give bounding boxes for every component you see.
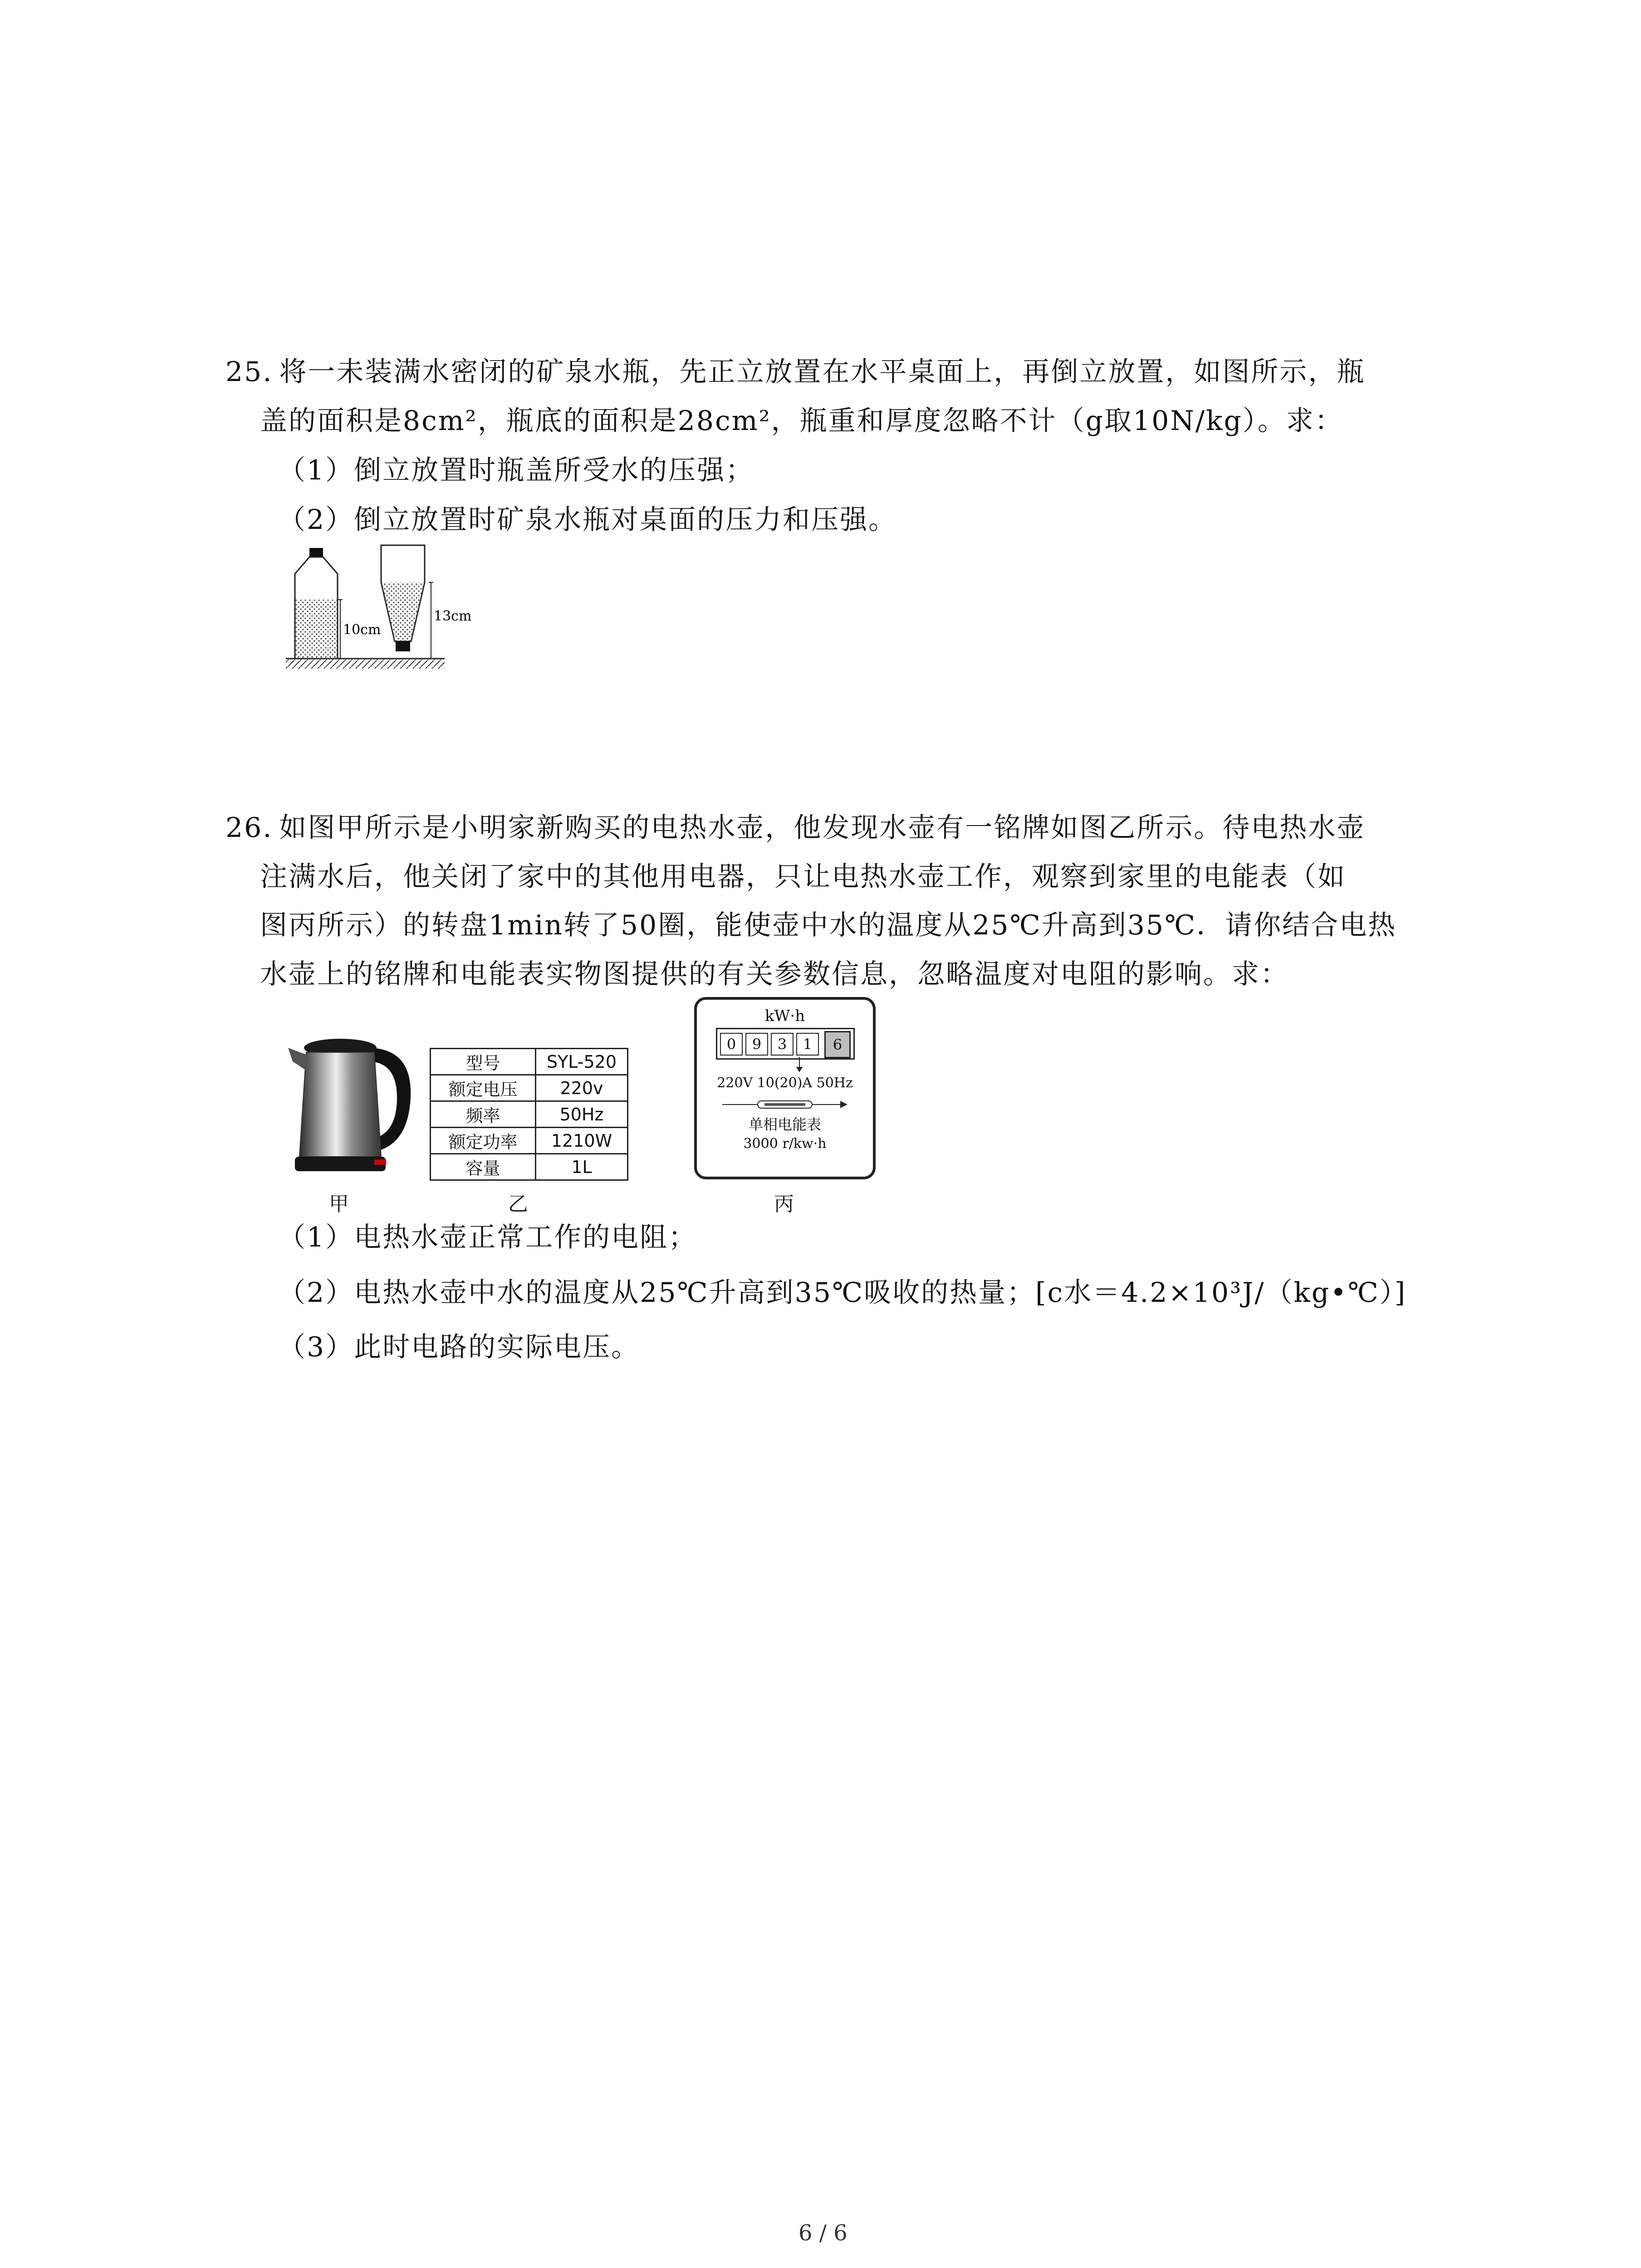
turntable-icon — [721, 1099, 848, 1110]
meter-digit: 0 — [720, 1033, 743, 1056]
q25-line1 — [225, 354, 1365, 390]
q25-text-1: 将一未装满水密闭的矿泉水瓶，先正立放置在水平桌面上，再倒立放置，如图所示，瓶 — [279, 356, 1366, 388]
nameplate-label: 额定电压 — [431, 1075, 536, 1101]
q26-line2: 注满水后，他关闭了家中的其他用电器，只让电热水壶工作，观察到家里的电能表（如 — [260, 861, 1346, 893]
meter-constant: 3000 r/kw·h — [743, 1136, 827, 1152]
nameplate-label: 频率 — [431, 1101, 536, 1128]
q25-line2: 盖的面积是8cm²，瓶底的面积是28cm²，瓶重和厚度忽略不计（g取10N/kg）。求： — [260, 405, 1343, 437]
q26-sub1: （1）电热水壶正常工作的电阻； — [278, 1222, 697, 1253]
label-10cm: 10cm — [343, 622, 381, 638]
meter-digit: 9 — [745, 1033, 768, 1056]
electric-meter — [694, 997, 876, 1179]
nameplate-value: SYL-520 — [536, 1049, 628, 1075]
q26-number: 26. — [225, 812, 273, 844]
nameplate-table — [430, 1048, 628, 1181]
pointer-arrow-icon — [795, 1057, 804, 1073]
bottle-figure — [281, 540, 472, 676]
meter-unit: kW·h — [764, 1007, 805, 1025]
nameplate-value: 1L — [536, 1154, 628, 1180]
table-row — [431, 1049, 628, 1075]
inverted-bottle — [381, 545, 425, 651]
meter-digit: 1 — [796, 1033, 819, 1056]
table-row — [431, 1154, 628, 1180]
q26-line1 — [225, 810, 1365, 846]
nameplate-label: 额定功率 — [431, 1128, 536, 1154]
nameplate-label: 容量 — [431, 1154, 536, 1180]
caption-bing: 丙 — [774, 1193, 794, 1216]
nameplate-label: 型号 — [431, 1049, 536, 1075]
caption-yi: 乙 — [508, 1193, 528, 1216]
table-row — [431, 1075, 628, 1101]
meter-digit: 3 — [771, 1033, 794, 1056]
nameplate-value: 220v — [536, 1075, 628, 1101]
label-13cm: 13cm — [434, 608, 472, 624]
q26-line3: 图丙所示）的转盘1min转了50圈，能使壶中水的温度从25℃升高到35℃．请你结合电热 — [260, 909, 1397, 941]
q26-sub3: （3）此时电路的实际电压。 — [278, 1331, 640, 1363]
upright-bottle — [295, 548, 338, 659]
meter-name: 单相电能表 — [748, 1116, 821, 1133]
meter-window — [716, 1028, 855, 1060]
table-row — [431, 1101, 628, 1128]
table-row — [431, 1128, 628, 1154]
q25-sub2: （2）倒立放置时矿泉水瓶对桌面的压力和压强。 — [278, 504, 897, 536]
q25-sub1: （1）倒立放置时瓶盖所受水的压强； — [278, 455, 754, 486]
page-number: 6 / 6 — [798, 2220, 847, 2246]
q26-text-1: 如图甲所示是小明家新购买的电热水壶，他发现水壶有一铭牌如图乙所示。待电热水壶 — [279, 812, 1366, 844]
caption-jia: 甲 — [329, 1193, 349, 1216]
q26-line4: 水壶上的铭牌和电能表实物图提供的有关参数信息，忽略温度对电阻的影响。求： — [260, 958, 1289, 990]
meter-rating: 220V 10(20)A 50Hz — [717, 1075, 853, 1091]
nameplate-value: 1210W — [536, 1128, 628, 1154]
q26-sub2: （2）电热水壶中水的温度从25℃升高到35℃吸收的热量；[c水＝4.2×10³J/（kg•℃）] — [278, 1277, 1407, 1309]
q25-number: 25. — [225, 356, 273, 388]
nameplate-value: 50Hz — [536, 1101, 628, 1128]
kettle-image — [281, 1030, 417, 1184]
meter-digit-decimal: 6 — [824, 1031, 851, 1058]
